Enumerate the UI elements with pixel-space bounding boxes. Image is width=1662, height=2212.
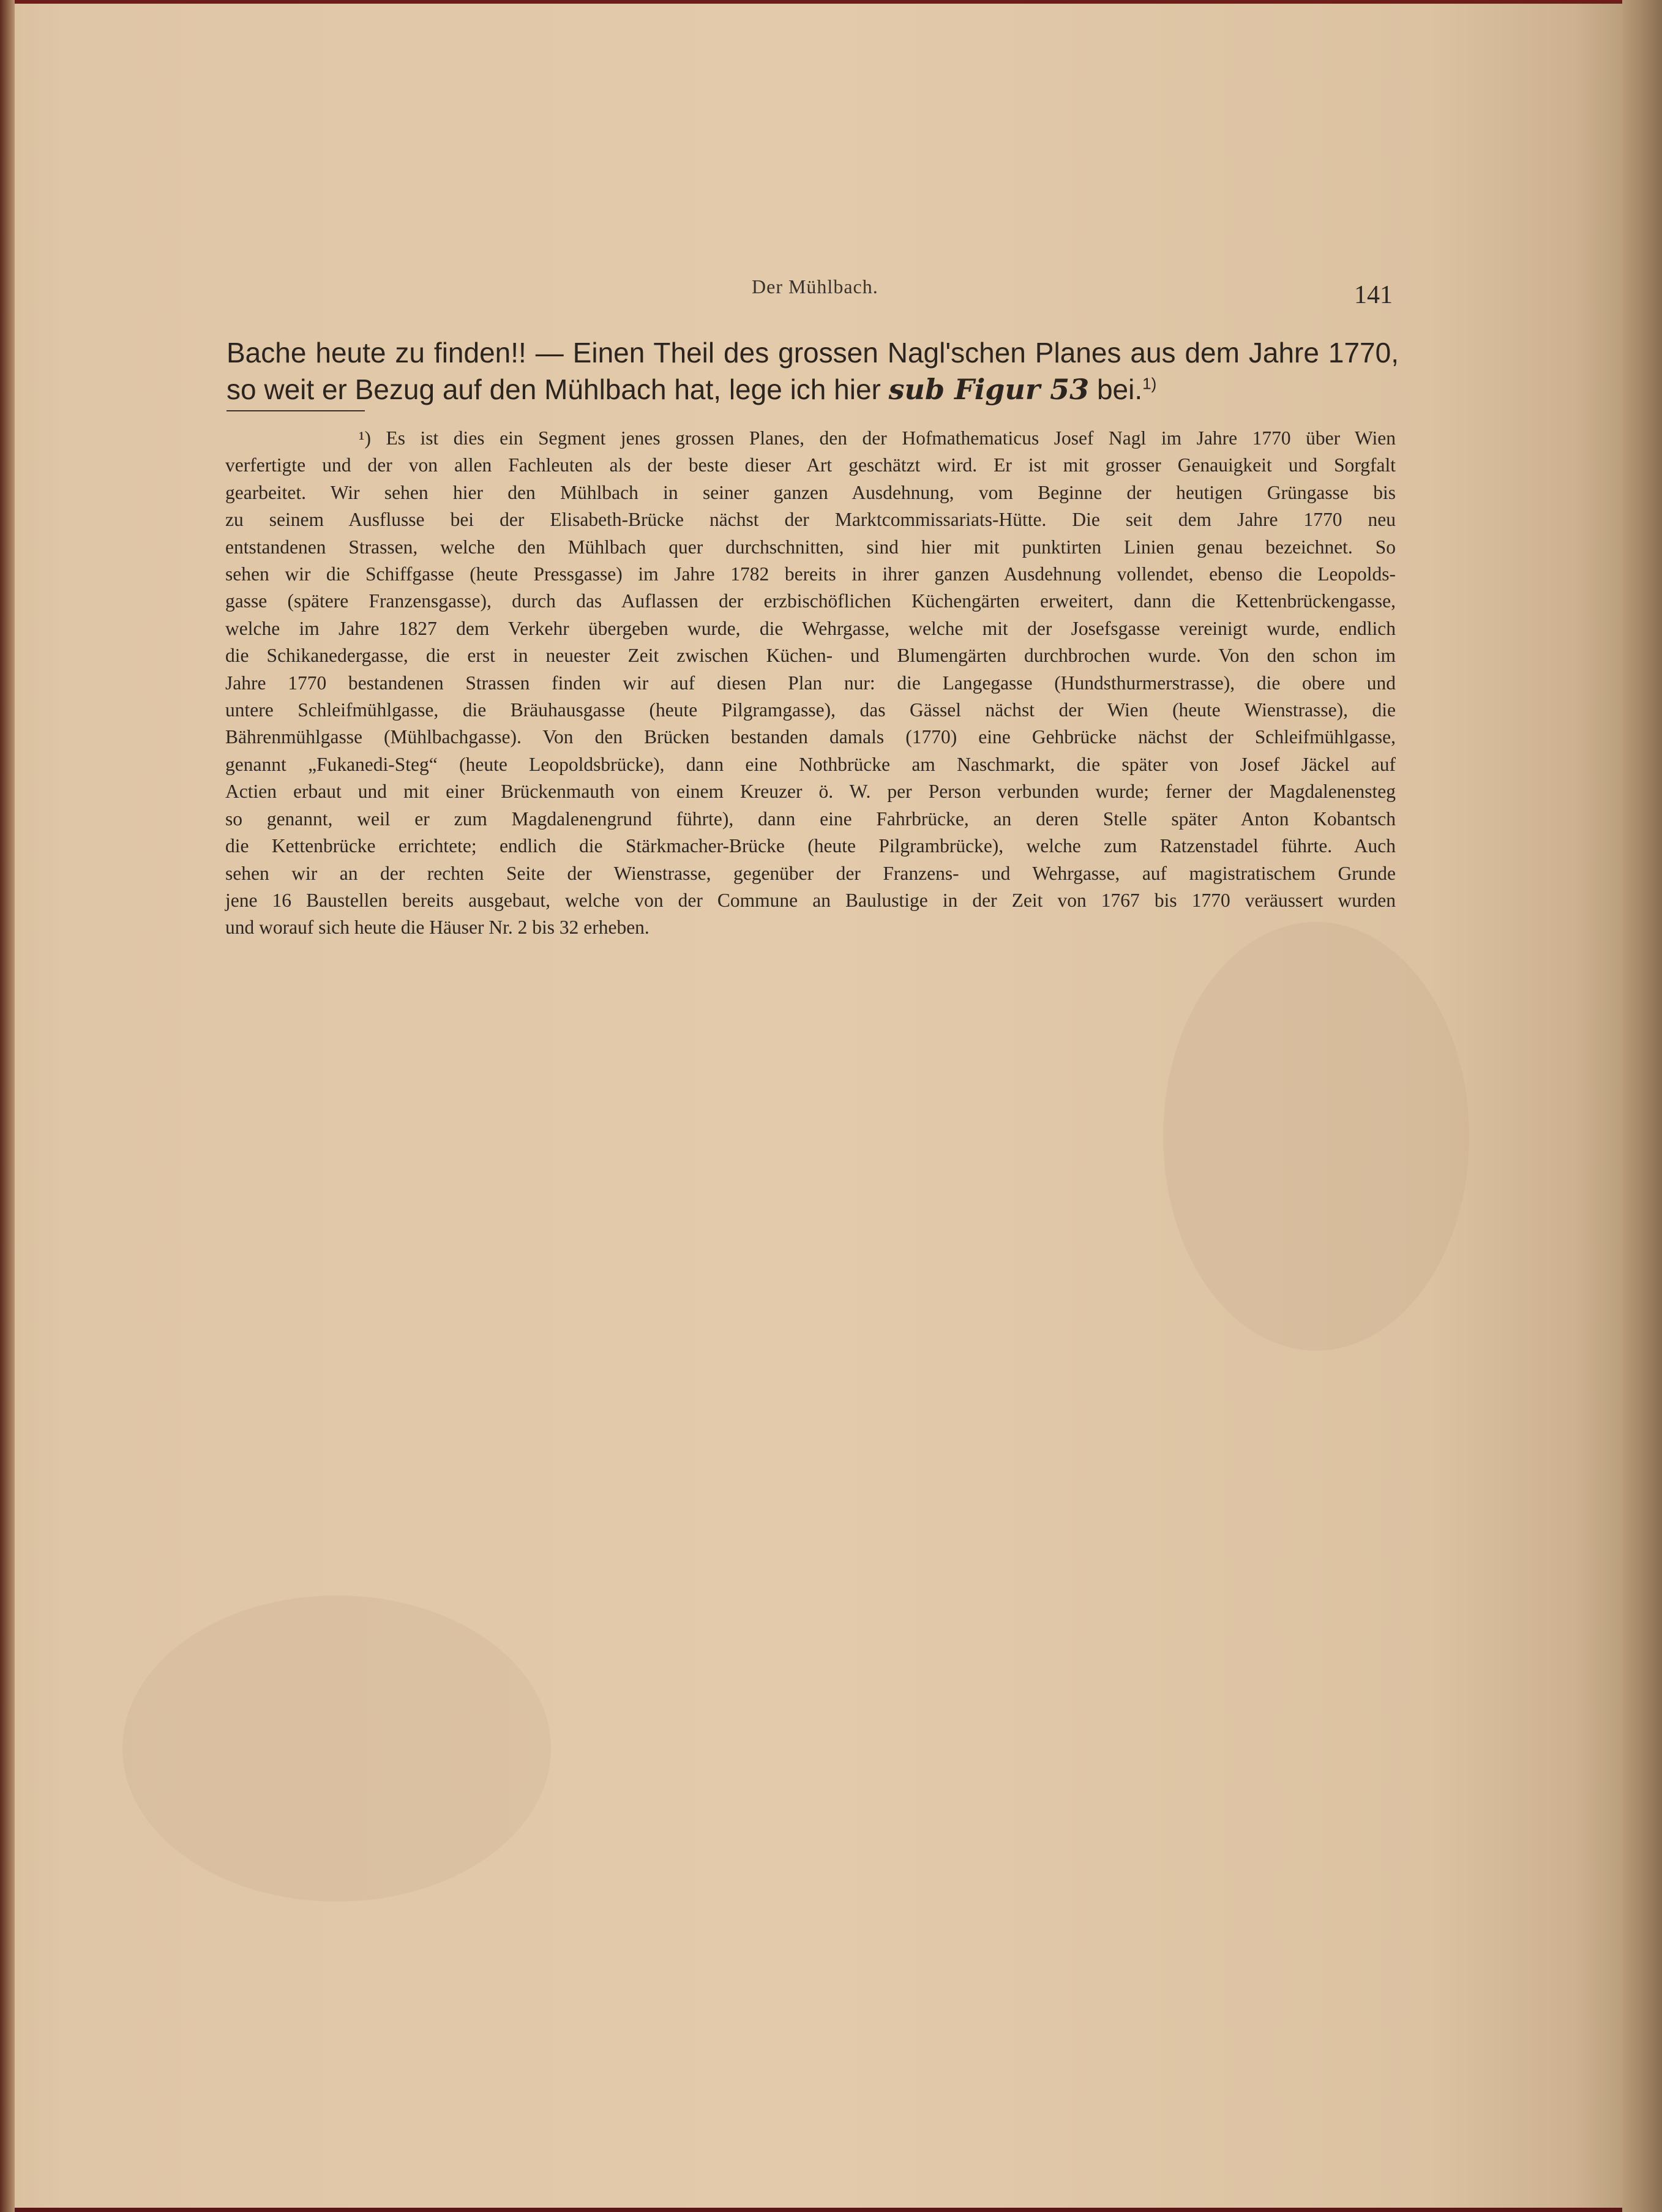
- footnote-text: Es ist dies ein Segment jenes grossen Planes, den der Hofmathematicus Josef Nagl im Jahre 1770 über Wien: [386, 427, 1396, 449]
- footnote-line: untere Schleifmühlgasse, die Bräuhausgasse (heute Pilgramgasse), das Gässel nächst der Wien (heute Wienstrasse), die: [225, 699, 1396, 721]
- footnote-marker: ¹): [359, 427, 371, 449]
- footnote-line: und worauf sich heute die Häuser Nr. 2 bis 32 erheben.: [225, 917, 649, 939]
- footnote: [225, 425, 1396, 942]
- figure-reference: sub Figur 53: [888, 373, 1090, 406]
- page-number: 141: [1354, 281, 1393, 309]
- footnote-line: Jahre 1770 bestandenen Strassen finden wir auf diesen Plan nur: die Langegasse (Hundsthurmerstrasse), die obere und: [225, 672, 1396, 694]
- footnote-line: gasse (spätere Franzensgasse), durch das Auflassen der erzbischöflichen Küchengärten erweitert, dann die Kettenbrückengasse,: [225, 590, 1396, 612]
- paper-stain: [122, 1595, 551, 1902]
- body-text: [226, 334, 1399, 408]
- footnote-line: genannt „Fukanedi-Steg“ (heute Leopoldsbrücke), dann eine Nothbrücke am Naschmarkt, die später von Josef Jäckel auf: [225, 753, 1396, 775]
- footnote-line: sehen wir an der rechten Seite der Wienstrasse, gegenüber der Franzens- und Wehrgasse, auf magistratischem Grunde: [225, 862, 1396, 884]
- footnote-marker: 1): [1142, 374, 1157, 393]
- footnote-line: entstandenen Strassen, welche den Mühlbach quer durchschnitten, sind hier mit punktirten Linien genau bezeichnet. So: [225, 536, 1396, 558]
- paper-stain: [1163, 922, 1469, 1351]
- book-spine-edge: [1622, 0, 1662, 2212]
- footnote-line: die Schikanedergasse, die erst in neuester Zeit zwischen Küchen- und Blumengärten durchbrochen wurde. Von den schon im: [225, 645, 1396, 667]
- footnote-line: welche im Jahre 1827 dem Verkehr übergeben wurde, die Wehrgasse, welche mit der Josefsgasse vereinigt wurde, endlich: [225, 617, 1396, 639]
- footnote-line: die Kettenbrücke errichtete; endlich die Stärkmacher-Brücke (heute Pilgrambrücke), welche zum Ratzenstadel führte. Auch: [225, 835, 1396, 857]
- body-text-fragment: so weit er Bezug auf den Mühlbach hat, lege ich hier: [226, 373, 889, 405]
- footnote-line: sehen wir die Schiffgasse (heute Pressgasse) im Jahre 1782 bereits in ihrer ganzen Ausdehnung vollendet, ebenso die Leopolds-: [225, 563, 1396, 585]
- book-page: [0, 4, 1622, 2208]
- running-header: Der Mühlbach.: [752, 276, 878, 298]
- body-text-fragment: bei.: [1089, 373, 1143, 405]
- body-line: Bache heute zu finden!! — Einen Theil des grossen Nagl'schen Planes aus dem Jahre 1770,: [226, 337, 1399, 369]
- footnote-line: zu seinem Ausflusse bei der Elisabeth-Brücke nächst der Marktcommissariats-Hütte. Die seit dem Jahre 1770 neu: [225, 509, 1396, 531]
- footnote-line: so genannt, weil er zum Magdalenengrund führte), dann eine Fahrbrücke, an deren Stelle später Anton Kobantsch: [225, 808, 1396, 830]
- footnote-line: gearbeitet. Wir sehen hier den Mühlbach in seiner ganzen Ausdehnung, vom Beginne der heutigen Grüngasse bis: [225, 481, 1396, 503]
- footnote-line: verfertigte und der von allen Fachleuten als der beste dieser Art geschätzt wird. Er ist mit grosser Genauigkeit und Sorgfalt: [225, 454, 1396, 476]
- body-line: [226, 371, 1399, 408]
- footnote-line: jene 16 Baustellen bereits ausgebaut, welche von der Commune an Baulustige in der Zeit von 1767 bis 1770 veräussert wurden: [225, 889, 1396, 911]
- page-gutter-shadow: [0, 0, 15, 2212]
- footnote-divider: [226, 410, 365, 411]
- footnote-line: Actien erbaut und mit einer Brückenmauth von einem Kreuzer ö. W. per Person verbunden wurde; ferner der Magdalenensteg: [225, 781, 1396, 803]
- footnote-line: [225, 425, 1396, 452]
- footnote-line: Bährenmühlgasse (Mühlbachgasse). Von den Brücken bestanden damals (1770) eine Gehbrücke nächst der Schleifmühlgasse,: [225, 726, 1396, 748]
